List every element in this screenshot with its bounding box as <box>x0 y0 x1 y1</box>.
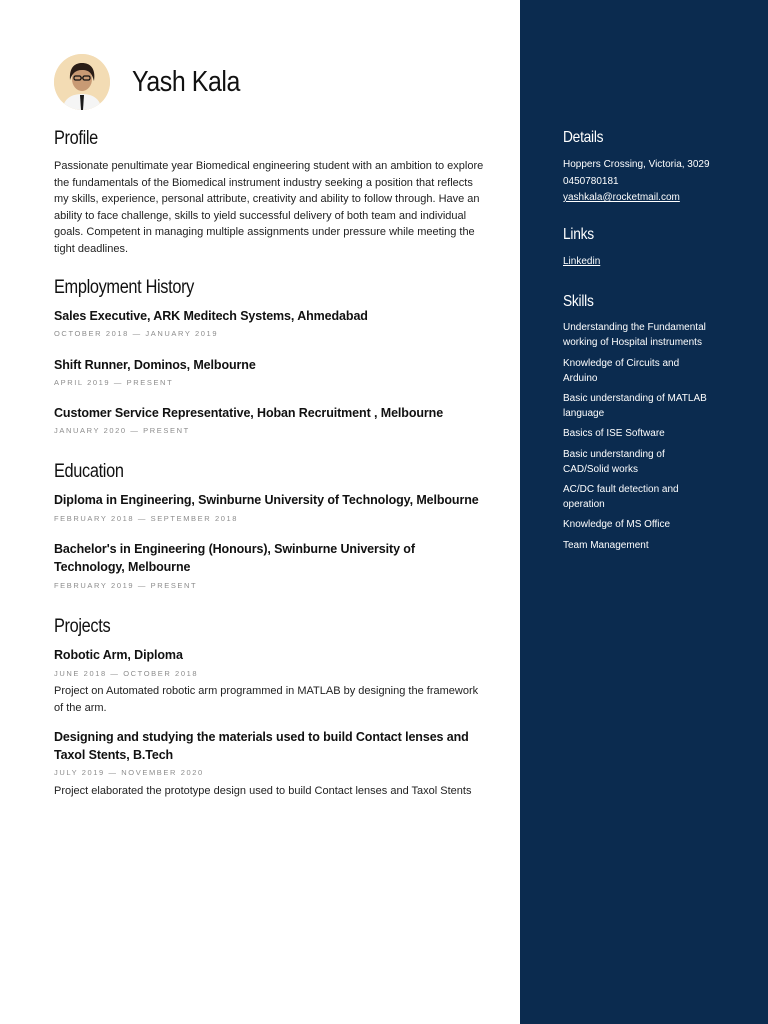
address-text: Hoppers Crossing, Victoria, 3029 <box>563 159 710 170</box>
skill-item: Knowledge of MS Office <box>563 519 671 530</box>
profile-text: Passionate penultimate year Biomedical engineering student with an ambition to explore the fundamentals of the Biomedical instrument industry seeking a position that reflects my skills, experience, personal attribute, creativity and ability to follow through. Have an ability to face challenge, skills to yield successful delivery of both team and individual goals. Competent in managing multiple assignments under pressure while meeting the tight deadlines. <box>54 160 484 255</box>
education-heading: Education <box>54 461 124 482</box>
skill-item: Basics of ISE Software <box>563 428 665 439</box>
project-item-date: JUNE 2018 — OCTOBER 2018 <box>54 669 199 678</box>
phone-text: 0450780181 <box>563 176 619 187</box>
skills-heading: Skills <box>563 293 594 310</box>
candidate-name: Yash Kala <box>132 65 240 98</box>
profile-heading: Profile <box>54 128 98 149</box>
skill-item: Basic understanding of CAD/Solid works <box>563 449 665 475</box>
skill-item: Understanding the Fundamental working of Hospital instruments <box>563 322 706 348</box>
education-item-date: FEBRUARY 2018 — SEPTEMBER 2018 <box>54 514 239 523</box>
skill-item: AC/DC fault detection and operation <box>563 484 679 510</box>
linkedin-link[interactable]: Linkedin <box>563 256 601 267</box>
education-item-title: Bachelor's in Engineering (Honours), Swinburne University of Technology, Melbourne <box>54 542 415 574</box>
employment-item-title: Shift Runner, Dominos, Melbourne <box>54 358 256 372</box>
profile-photo-icon <box>54 54 110 110</box>
project-item-desc: Project on Automated robotic arm programmed in MATLAB by designing the framework of the arm. <box>54 685 479 714</box>
project-item-desc: Project elaborated the prototype design used to build Contact lenses and Taxol Stents <box>54 785 472 797</box>
employment-item-date: APRIL 2019 — PRESENT <box>54 378 174 387</box>
resume-header <box>54 54 258 110</box>
avatar <box>54 54 110 110</box>
education-item-title: Diploma in Engineering, Swinburne University of Technology, Melbourne <box>54 493 479 507</box>
employment-item-title: Sales Executive, ARK Meditech Systems, Ahmedabad <box>54 309 368 323</box>
skill-item: Team Management <box>563 540 649 551</box>
email-link[interactable]: yashkala@rocketmail.com <box>563 192 680 203</box>
sidebar <box>520 0 768 1024</box>
details-heading: Details <box>563 129 604 146</box>
project-item-title: Robotic Arm, Diploma <box>54 648 183 662</box>
skill-item: Knowledge of Circuits and Arduino <box>563 358 680 384</box>
employment-item-date: OCTOBER 2018 — JANUARY 2019 <box>54 329 219 338</box>
project-item-title: Designing and studying the materials used to build Contact lenses and Taxol Stents, B.Tech <box>54 730 469 762</box>
projects-heading: Projects <box>54 616 111 637</box>
education-item-date: FEBRUARY 2019 — PRESENT <box>54 581 198 590</box>
project-item-date: JULY 2019 — NOVEMBER 2020 <box>54 768 204 777</box>
employment-item-title: Customer Service Representative, Hoban Recruitment , Melbourne <box>54 406 444 420</box>
employment-item-date: JANUARY 2020 — PRESENT <box>54 426 190 435</box>
skill-item: Basic understanding of MATLAB language <box>563 393 707 419</box>
links-heading: Links <box>563 226 594 243</box>
employment-heading: Employment History <box>54 277 195 298</box>
